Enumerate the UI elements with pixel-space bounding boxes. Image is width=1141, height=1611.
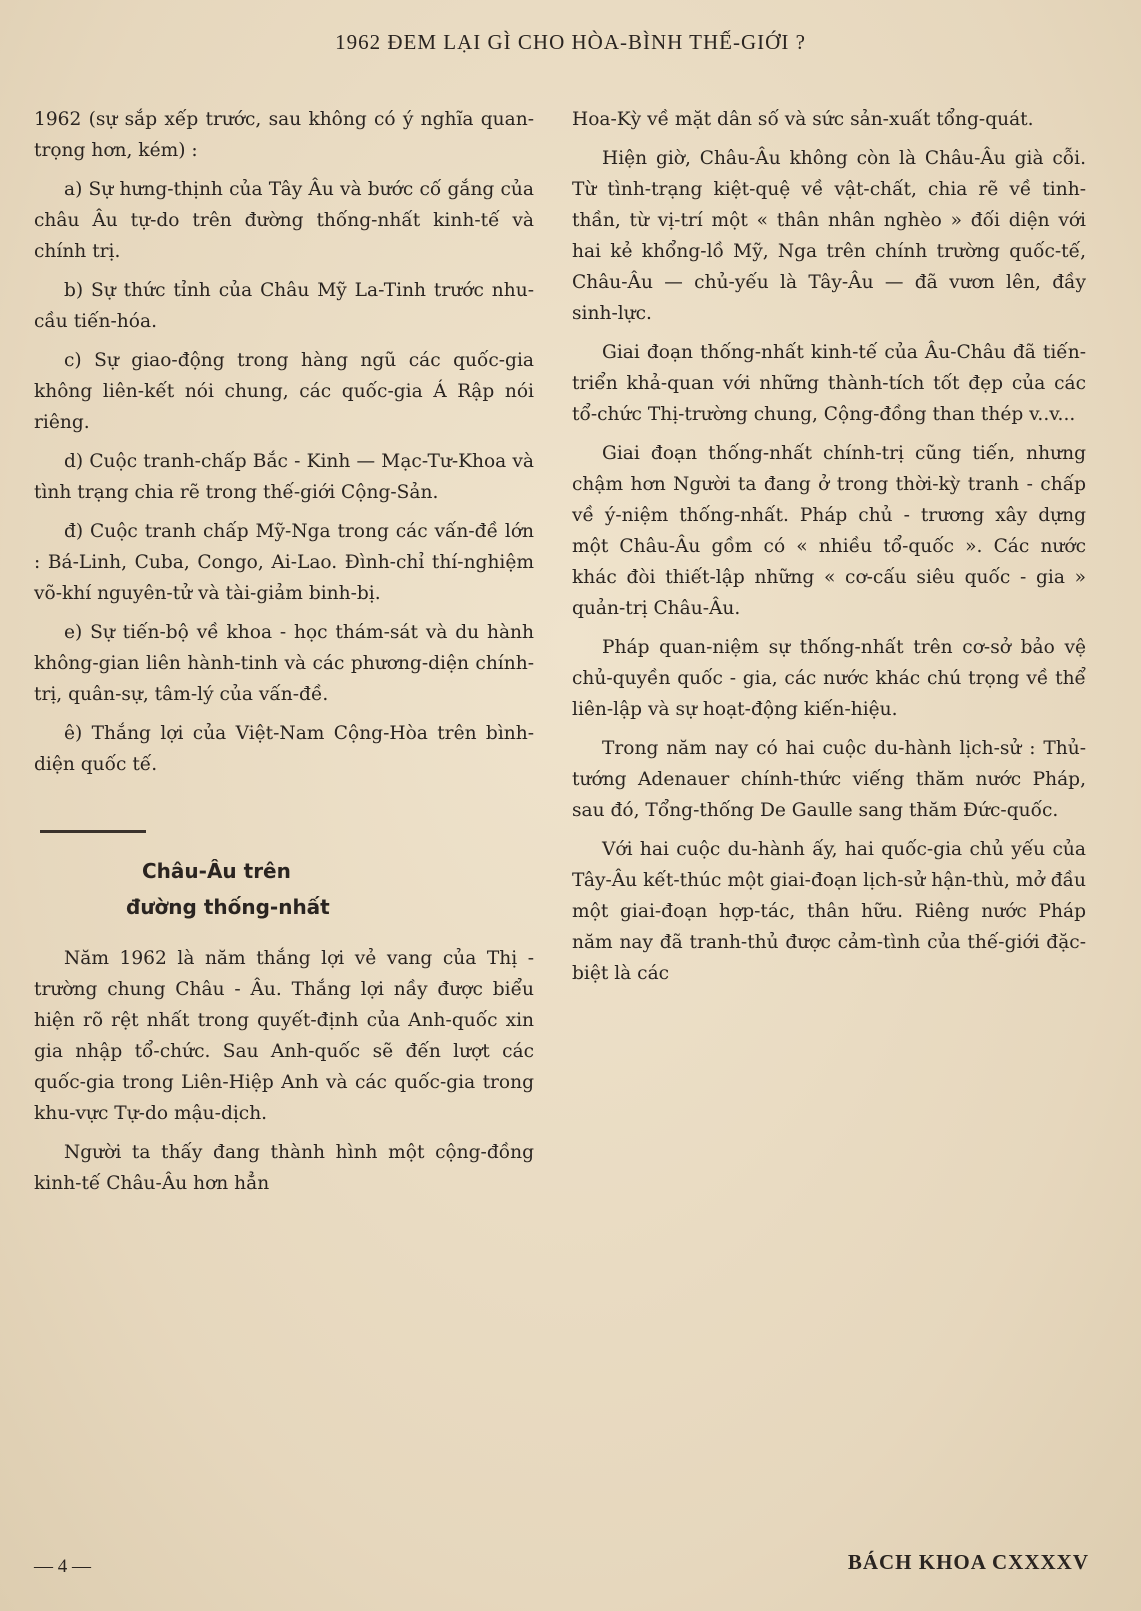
body-paragraph: Hiện giờ, Châu-Âu không còn là Châu-Âu già cỗi. Từ tình-trạng kiệt-quệ về vật-chất, chia rẽ về tinh-thần, từ vị-trí một « thân nhân nghèo » đối diện với hai kẻ khổng-lồ Mỹ, Nga trên chính trường quốc-tế, Châu-Âu — chủ-yếu là Tây-Âu — đã vươn lên, đầy sinh-lực.	[572, 148, 1086, 324]
section-divider	[40, 830, 146, 833]
right-column	[572, 104, 1086, 997]
section-heading-line-1: Châu-Âu trên	[142, 859, 291, 883]
running-header: 1962 ĐEM LẠI GÌ CHO HÒA-BÌNH THẾ-GIỚI ?	[335, 30, 806, 54]
body-paragraph: Năm 1962 là năm thắng lợi vẻ vang của Thị - trường chung Châu - Âu. Thắng lợi nầy được biểu hiện rõ rệt nhất trong quyết-định của Anh-quốc xin gia nhập tổ-chức. Sau Anh-quốc sẽ đến lượt các quốc-gia trong Liên-Hiệp Anh và các quốc-gia trong khu-vực Tự-do mậu-dịch.	[34, 948, 534, 1124]
list-item: c) Sự giao-động trong hàng ngũ các quốc-gia không liên-kết nói chung, các quốc-gia Á Rập nói riêng.	[34, 350, 534, 433]
body-paragraph: Người ta thấy đang thành hình một cộng-đồng kinh-tế Châu-Âu hơn hẳn	[34, 1142, 534, 1194]
body-paragraph: Pháp quan-niệm sự thống-nhất trên cơ-sở bảo vệ chủ-quyền quốc - gia, các nước khác chú trọng về thể liên-lập và sự hoạt-động kiến-hiệu.	[572, 637, 1086, 720]
list-item: đ) Cuộc tranh chấp Mỹ-Nga trong các vấn-đề lớn : Bá-Linh, Cuba, Congo, Ai-Lao. Đình-chỉ thí-nghiệm võ-khí nguyên-tử và tài-giảm binh-bị.	[34, 521, 534, 604]
publication-name: BÁCH KHOA CXXXXV	[847, 1550, 1089, 1574]
page-number: — 4 —	[34, 1556, 91, 1577]
body-paragraph: Giai đoạn thống-nhất kinh-tế của Âu-Châu đã tiến-triển khả-quan với những thành-tích tốt đẹp của các tổ-chức Thị-trường chung, Cộng-đồng than thép v..v...	[572, 342, 1086, 425]
body-paragraph: Trong năm nay có hai cuộc du-hành lịch-sử : Thủ-tướng Adenauer chính-thức viếng thăm nước Pháp, sau đó, Tổng-thống De Gaulle sang thăm Đức-quốc.	[572, 738, 1086, 821]
list-item: a) Sự hưng-thịnh của Tây Âu và bước cố gắng của châu Âu tự-do trên đường thống-nhất kinh-tế và chính trị.	[34, 179, 534, 262]
list-item: e) Sự tiến-bộ về khoa - học thám-sát và du hành không-gian liên hành-tinh và các phương-diện chính-trị, quân-sự, tâm-lý của vấn-đề.	[34, 622, 534, 705]
body-paragraph: Giai đoạn thống-nhất chính-trị cũng tiến, nhưng chậm hơn Người ta đang ở trong thời-kỳ tranh - chấp về ý-niệm thống-nhất. Pháp chủ - trương xây dựng một Châu-Âu gồm có « nhiều tổ-quốc ». Các nước khác đòi thiết-lập những « cơ-cấu siêu quốc - gia » quản-trị Châu-Âu.	[572, 443, 1086, 619]
list-item: d) Cuộc tranh-chấp Bắc - Kinh — Mạc-Tư-Khoa và tình trạng chia rẽ trong thế-giới Cộng-Sản.	[34, 451, 534, 503]
section-heading-line-2: đường thống-nhất	[126, 895, 330, 919]
list-item: b) Sự thức tỉnh của Châu Mỹ La-Tinh trước nhu-cầu tiến-hóa.	[34, 280, 534, 332]
left-column	[34, 104, 534, 1207]
list-item: ê) Thắng lợi của Việt-Nam Cộng-Hòa trên bình-diện quốc tế.	[34, 723, 534, 775]
body-paragraph: Với hai cuộc du-hành ấy, hai quốc-gia chủ yếu của Tây-Âu kết-thúc một giai-đoạn lịch-sử hận-thù, mở đầu một giai-đoạn hợp-tác, thân hữu. Riêng nước Pháp năm nay đã tranh-thủ được cảm-tình của thế-giới đặc-biệt là các	[572, 839, 1086, 984]
intro-paragraph: 1962 (sự sắp xếp trước, sau không có ý nghĩa quan-trọng hơn, kém) :	[34, 109, 534, 161]
section-heading	[34, 853, 534, 925]
body-paragraph: Hoa-Kỳ về mặt dân số và sức sản-xuất tổng-quát.	[572, 109, 1034, 130]
